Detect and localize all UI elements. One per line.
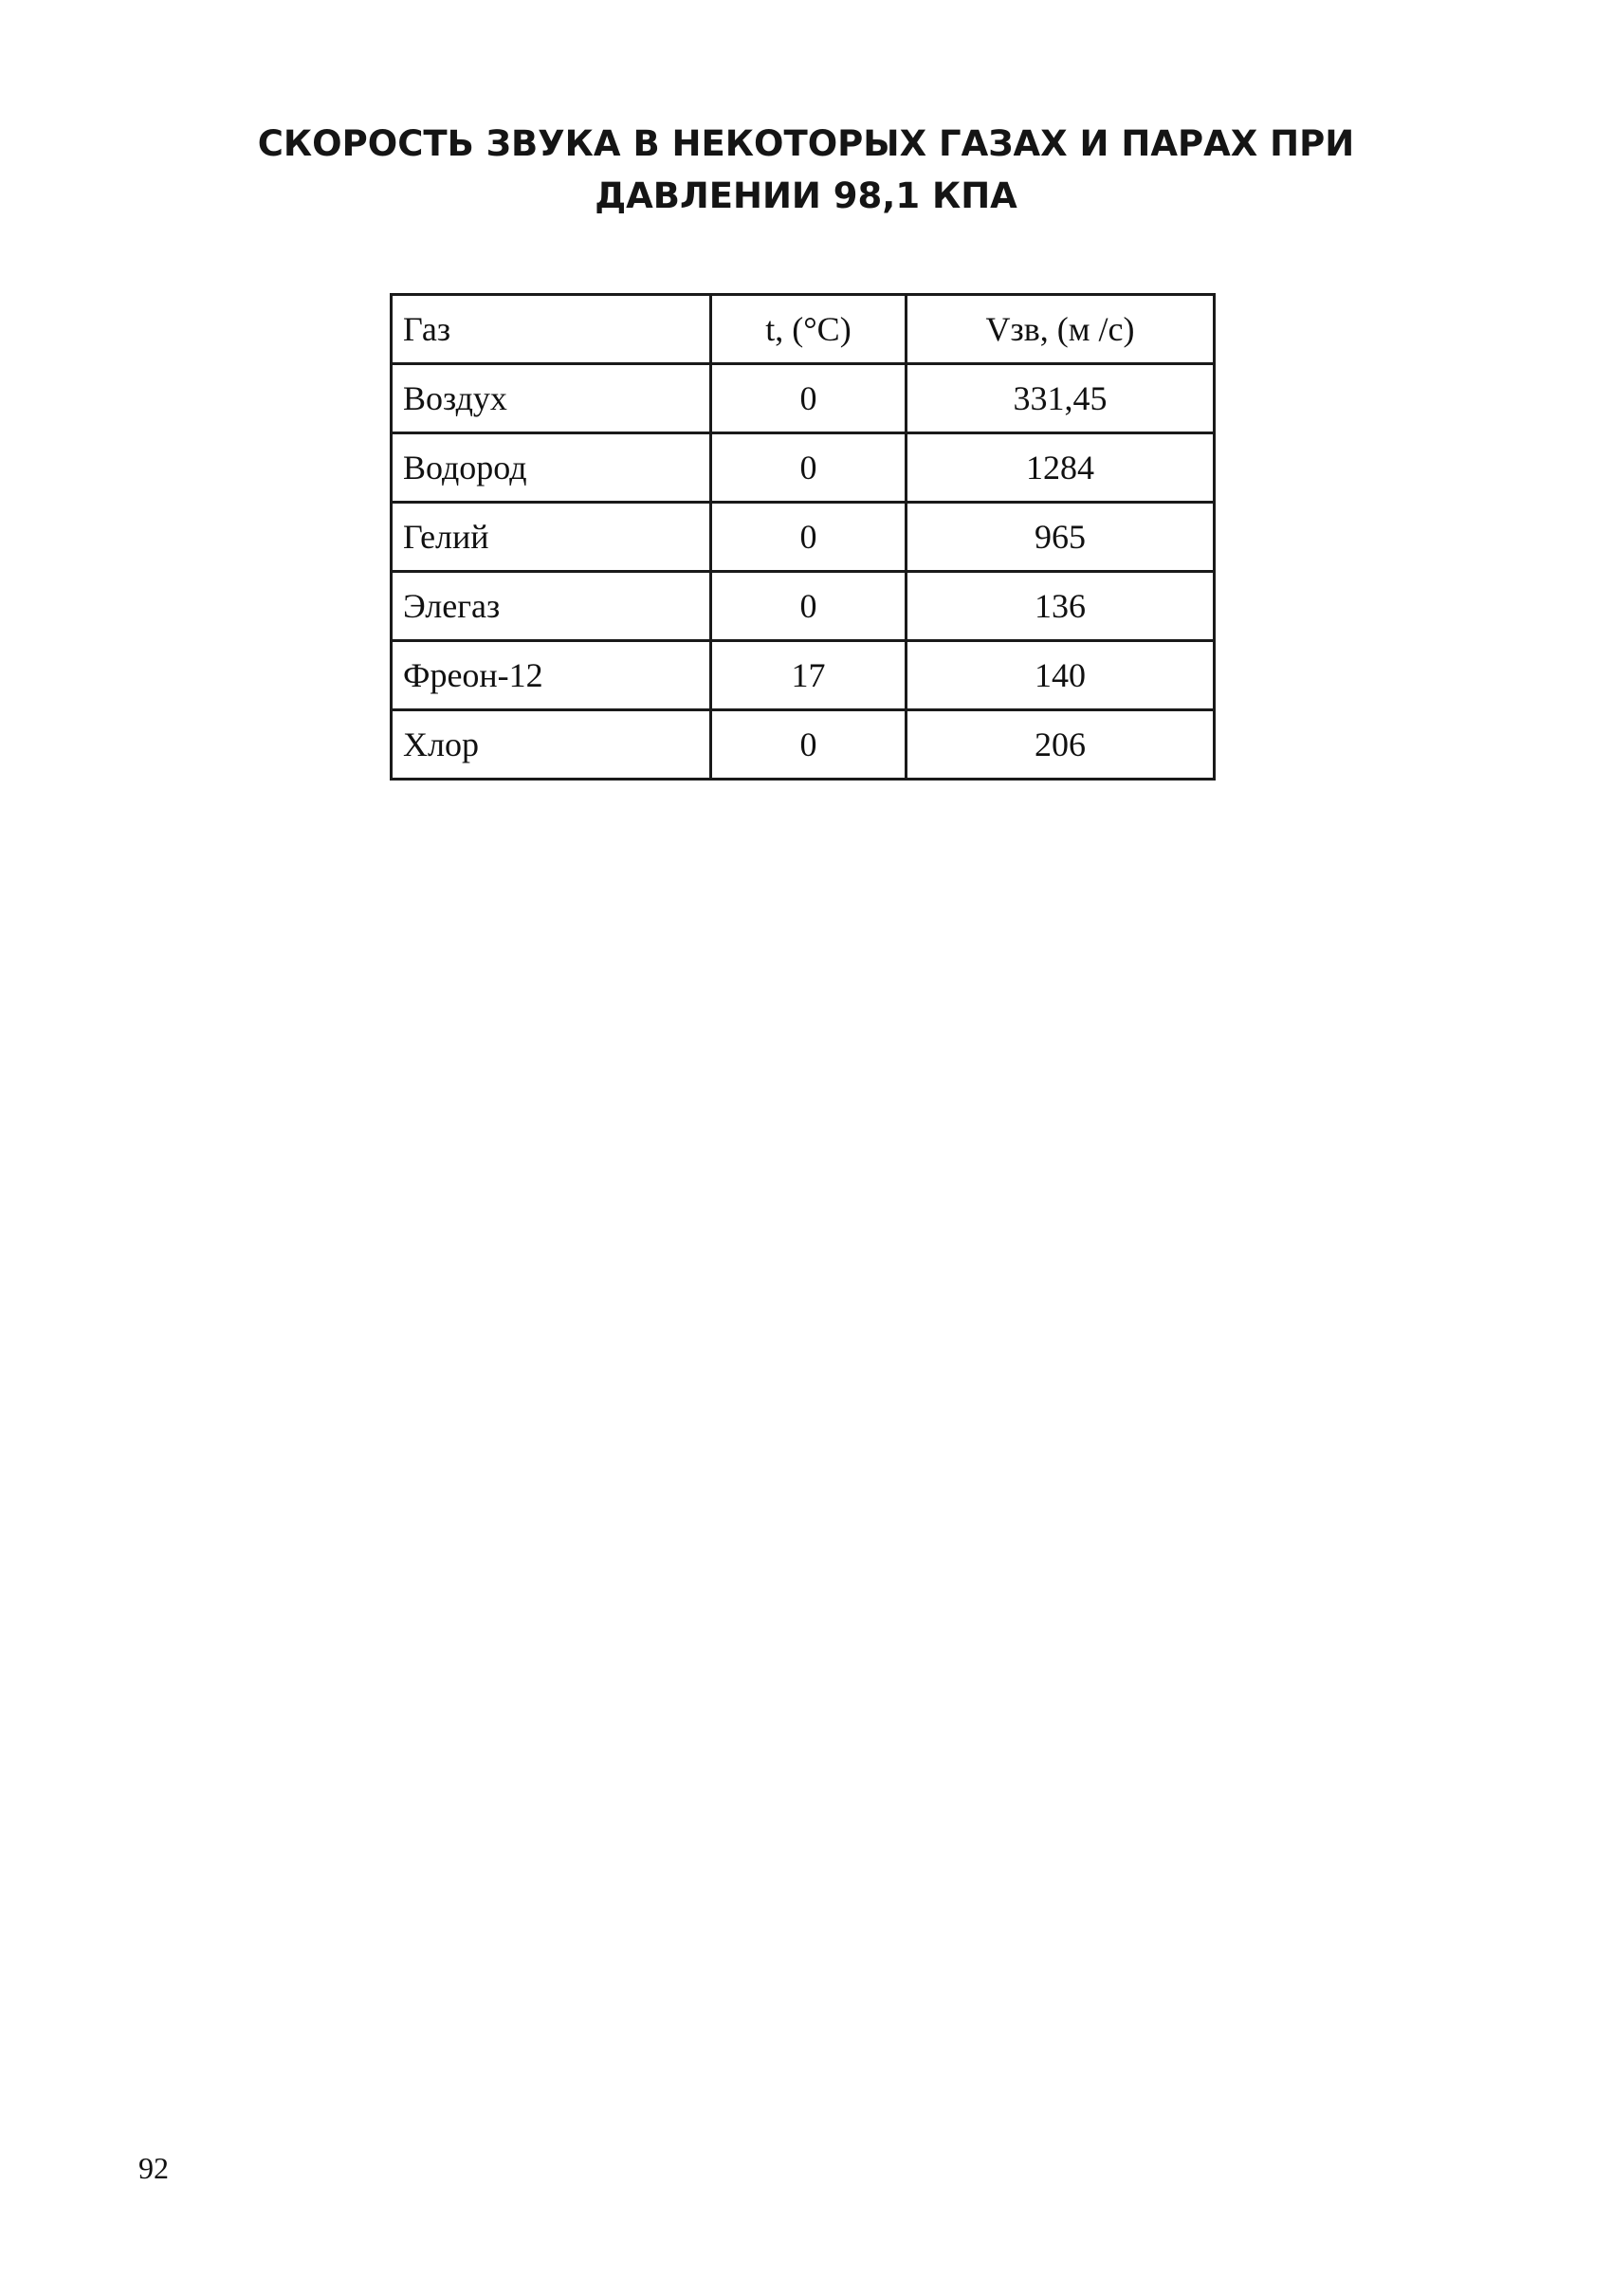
cell-gas: Воздух <box>392 364 711 433</box>
page-title-line-2: ДАВЛЕНИИ 98,1 КПА <box>595 175 1017 216</box>
table-row <box>392 572 1215 641</box>
cell-temperature: 0 <box>711 572 907 641</box>
header-sound-speed: Vзв, (м /с) <box>907 295 1215 364</box>
header-temperature: t, (°C) <box>711 295 907 364</box>
table-row <box>392 710 1215 780</box>
cell-gas: Фреон-12 <box>392 641 711 710</box>
cell-gas: Хлор <box>392 710 711 780</box>
cell-sound-speed: 331,45 <box>907 364 1215 433</box>
cell-sound-speed: 1284 <box>907 433 1215 503</box>
cell-sound-speed: 140 <box>907 641 1215 710</box>
table-row <box>392 641 1215 710</box>
table-row <box>392 364 1215 433</box>
cell-sound-speed: 206 <box>907 710 1215 780</box>
cell-temperature: 0 <box>711 710 907 780</box>
cell-gas: Элегаз <box>392 572 711 641</box>
cell-gas: Водород <box>392 433 711 503</box>
table-row <box>392 503 1215 572</box>
cell-gas: Гелий <box>392 503 711 572</box>
cell-temperature: 0 <box>711 503 907 572</box>
cell-sound-speed: 965 <box>907 503 1215 572</box>
table-row <box>392 433 1215 503</box>
sound-speed-table <box>390 293 1216 781</box>
cell-temperature: 0 <box>711 364 907 433</box>
cell-temperature: 17 <box>711 641 907 710</box>
page-title-line-1: СКОРОСТЬ ЗВУКА В НЕКОТОРЫХ ГАЗАХ И ПАРАХ ПРИ <box>257 123 1355 164</box>
table-header-row <box>392 295 1215 364</box>
cell-temperature: 0 <box>711 433 907 503</box>
cell-sound-speed: 136 <box>907 572 1215 641</box>
page-number: 92 <box>138 2151 169 2185</box>
header-gas: Газ <box>392 295 711 364</box>
